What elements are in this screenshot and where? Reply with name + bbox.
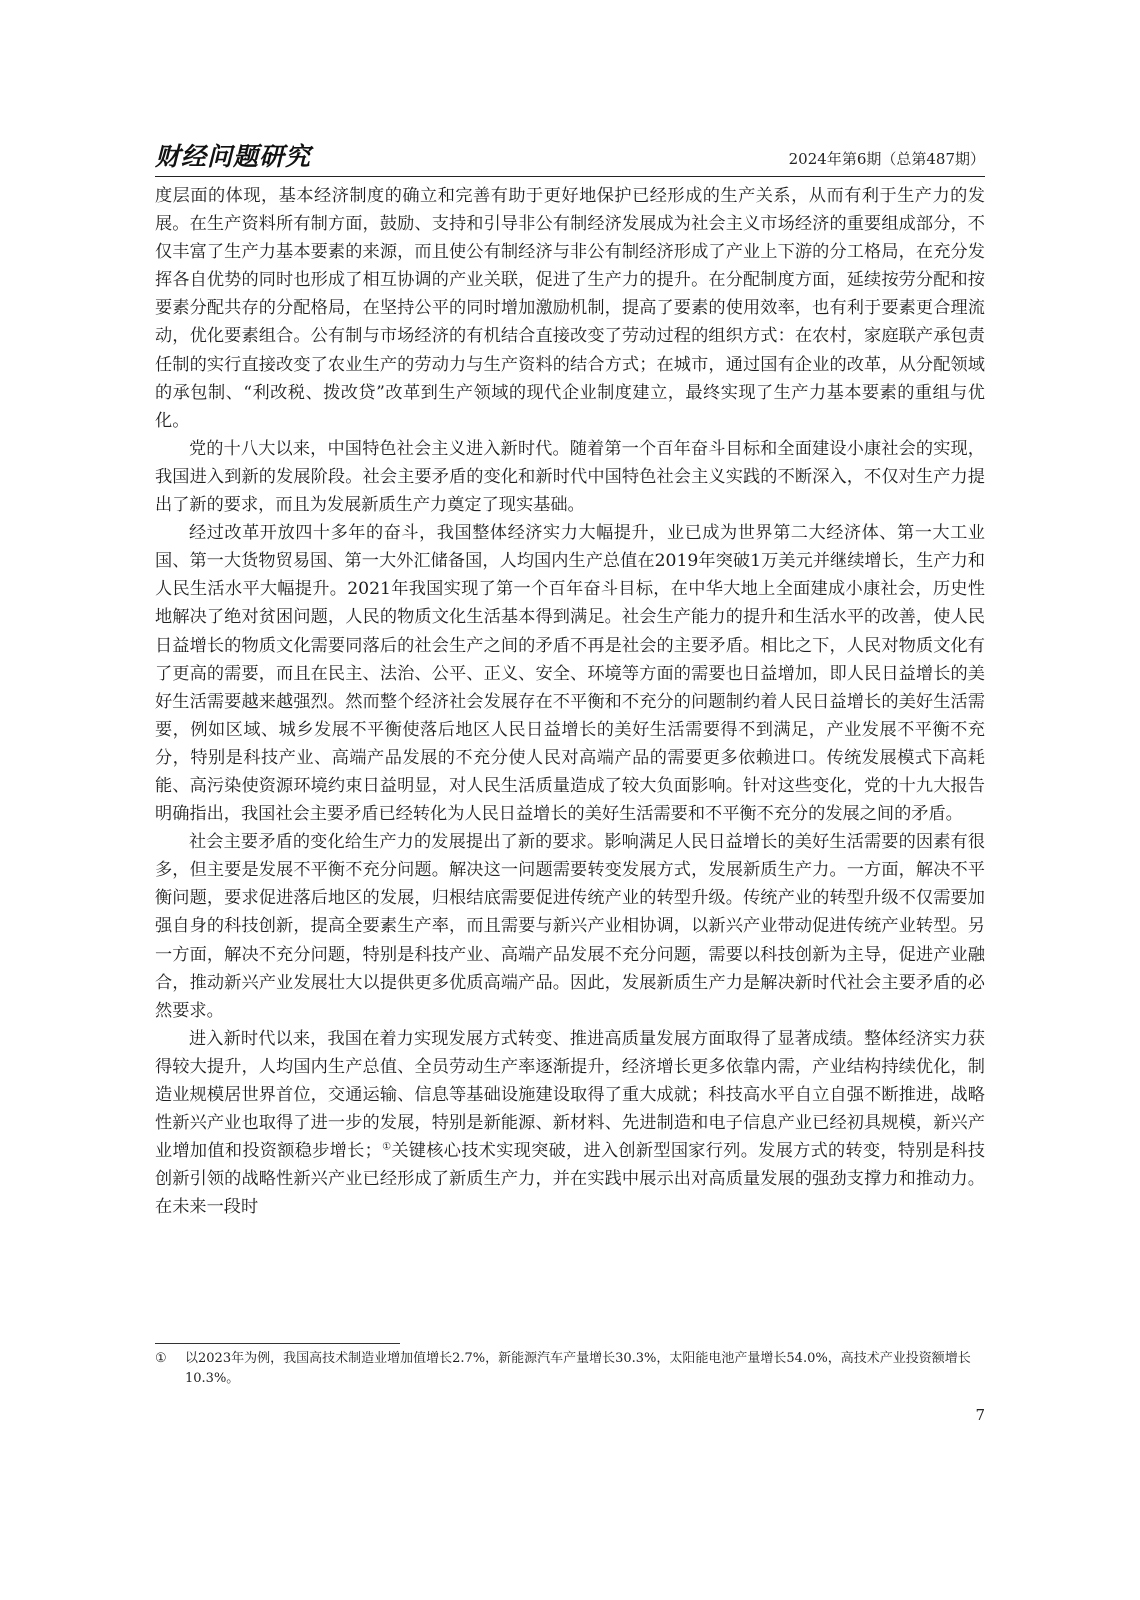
paragraph: 社会主要矛盾的变化给生产力的发展提出了新的要求。影响满足人民日益增长的美好生活需要的因素有很多，但主要是发展不平衡不充分问题。解决这一问题需要转变发展方式，发展新质生产力。一方面，解决不平衡问题，要求促进落后地区的发展，归根结底需要促进传统产业的转型升级。传统产业的转型升级不仅需要加强自身的科技创新，提高全要素生产率，而且需要与新兴产业相协调，以新兴产业带动促进传统产业转型。另一方面，解决不充分问题，特别是科技产业、高端产品发展不充分问题，需要以科技创新为主导，促进产业融合，推动新兴产业发展壮大以提供更多优质高端产品。因此，发展新质生产力是解决新时代社会主要矛盾的必然要求。 [155, 832, 985, 1021]
footnote-mark: ① [155, 1351, 167, 1366]
paragraph: 党的十八大以来，中国特色社会主义进入新时代。随着第一个百年奋斗目标和全面建设小康社会的实现，我国进入到新的发展阶段。社会主要矛盾的变化和新时代中国特色社会主义实践的不断深入，不仅对生产力提出了新的要求，而且为发展新质生产力奠定了现实基础。 [155, 438, 985, 516]
running-header [155, 141, 985, 175]
article-body [155, 182, 985, 1221]
footnote-text: 以2023年为例，我国高技术制造业增加值增长2.7%，新能源汽车产量增长30.3%，太阳能电池产量增长54.0%，高技术产业投资额增长10.3%。 [185, 1351, 971, 1386]
journal-title: 财经问题研究 [155, 142, 312, 171]
footnote-divider [155, 1343, 400, 1344]
paragraph: 经过改革开放四十多年的奋斗，我国整体经济实力大幅提升，业已成为世界第二大经济体、第一大工业国、第一大货物贸易国、第一大外汇储备国，人均国内生产总值在2019年突破1万美元并继续增长，生产力和人民生活水平大幅提升。2021年我国实现了第一个百年奋斗目标，在中华大地上全面建成小康社会，历史性地解决了绝对贫困问题，人民的物质文化生活基本得到满足。社会生产能力的提升和生活水平的改善，使人民日益增长的物质文化需要同落后的社会生产之间的矛盾不再是社会的主要矛盾。相比之下，人民对物质文化有了更高的需要，而且在民主、法治、公平、正义、安全、环境等方面的需要也日益增加，即人民日益增长的美好生活需要越来越强烈。然而整个经济社会发展存在不平衡和不充分的问题制约着人民日益增长的美好生活需要，例如区域、城乡发展不平衡使落后地区人民日益增长的美好生活需要得不到满足，产业发展不平衡不充分，特别是科技产业、高端产品发展的不充分使人民对高端产品的需要更多依赖进口。传统发展模式下高耗能、高污染使资源环境约束日益明显，对人民生活质量造成了较大负面影响。针对这些变化，党的十九大报告明确指出，我国社会主要矛盾已经转化为人民日益增长的美好生活需要和不平衡不充分的发展之间的矛盾。 [155, 523, 985, 825]
header-divider [155, 176, 985, 177]
footnote-reference[interactable]: ① [381, 1141, 392, 1153]
issue-info: 2024年第6期（总第487期） [788, 150, 985, 168]
paragraph-with-footnote [155, 1025, 985, 1222]
page-number: 7 [975, 1406, 985, 1424]
paragraph-text-before-ref: 进入新时代以来，我国在着力实现发展方式转变、推进高质量发展方面取得了显著成绩。整体经济实力获得较大提升，人均国内生产总值、全员劳动生产率逐渐提升，经济增长更多依靠内需，产业结构持续优化，制造业规模居世界首位，交通运输、信息等基础设施建设取得了重大成就；科技高水平自立自强不断推进，战略性新兴产业也取得了进一步的发展，特别是新能源、新材料、先进制造和电子信息产业已经初具规模，新兴产业增加值和投资额稳步增长； [155, 1028, 985, 1162]
paragraph-continued: 度层面的体现，基本经济制度的确立和完善有助于更好地保护已经形成的生产关系，从而有利于生产力的发展。在生产资料所有制方面，鼓励、支持和引导非公有制经济发展成为社会主义市场经济的重要组成部分，不仅丰富了生产力基本要素的来源，而且使公有制经济与非公有制经济形成了产业上下游的分工格局，在充分发挥各自优势的同时也形成了相互协调的产业关联，促进了生产力的提升。在分配制度方面，延续按劳分配和按要素分配共存的分配格局，在坚持公平的同时增加激励机制，提高了要素的使用效率，也有利于要素更合理流动，优化要素组合。公有制与市场经济的有机结合直接改变了劳动过程的组织方式：在农村，家庭联产承包责任制的实行直接改变了农业生产的劳动力与生产资料的结合方式；在城市，通过国有企业的改革，从分配领域的承包制、“利改税、拨改贷”改革到生产领域的现代企业制度建立，最终实现了生产力基本要素的重组与优化。 [155, 186, 985, 431]
footnote [155, 1349, 985, 1389]
paragraph-text-after-ref: 关键核心技术实现突破，进入创新型国家行列。发展方式的转变，特别是科技创新引领的战略性新兴产业已经形成了新质生产力，并在实践中展示出对高质量发展的强劲支撑力和推动力。在未来一段时 [155, 1141, 985, 1218]
